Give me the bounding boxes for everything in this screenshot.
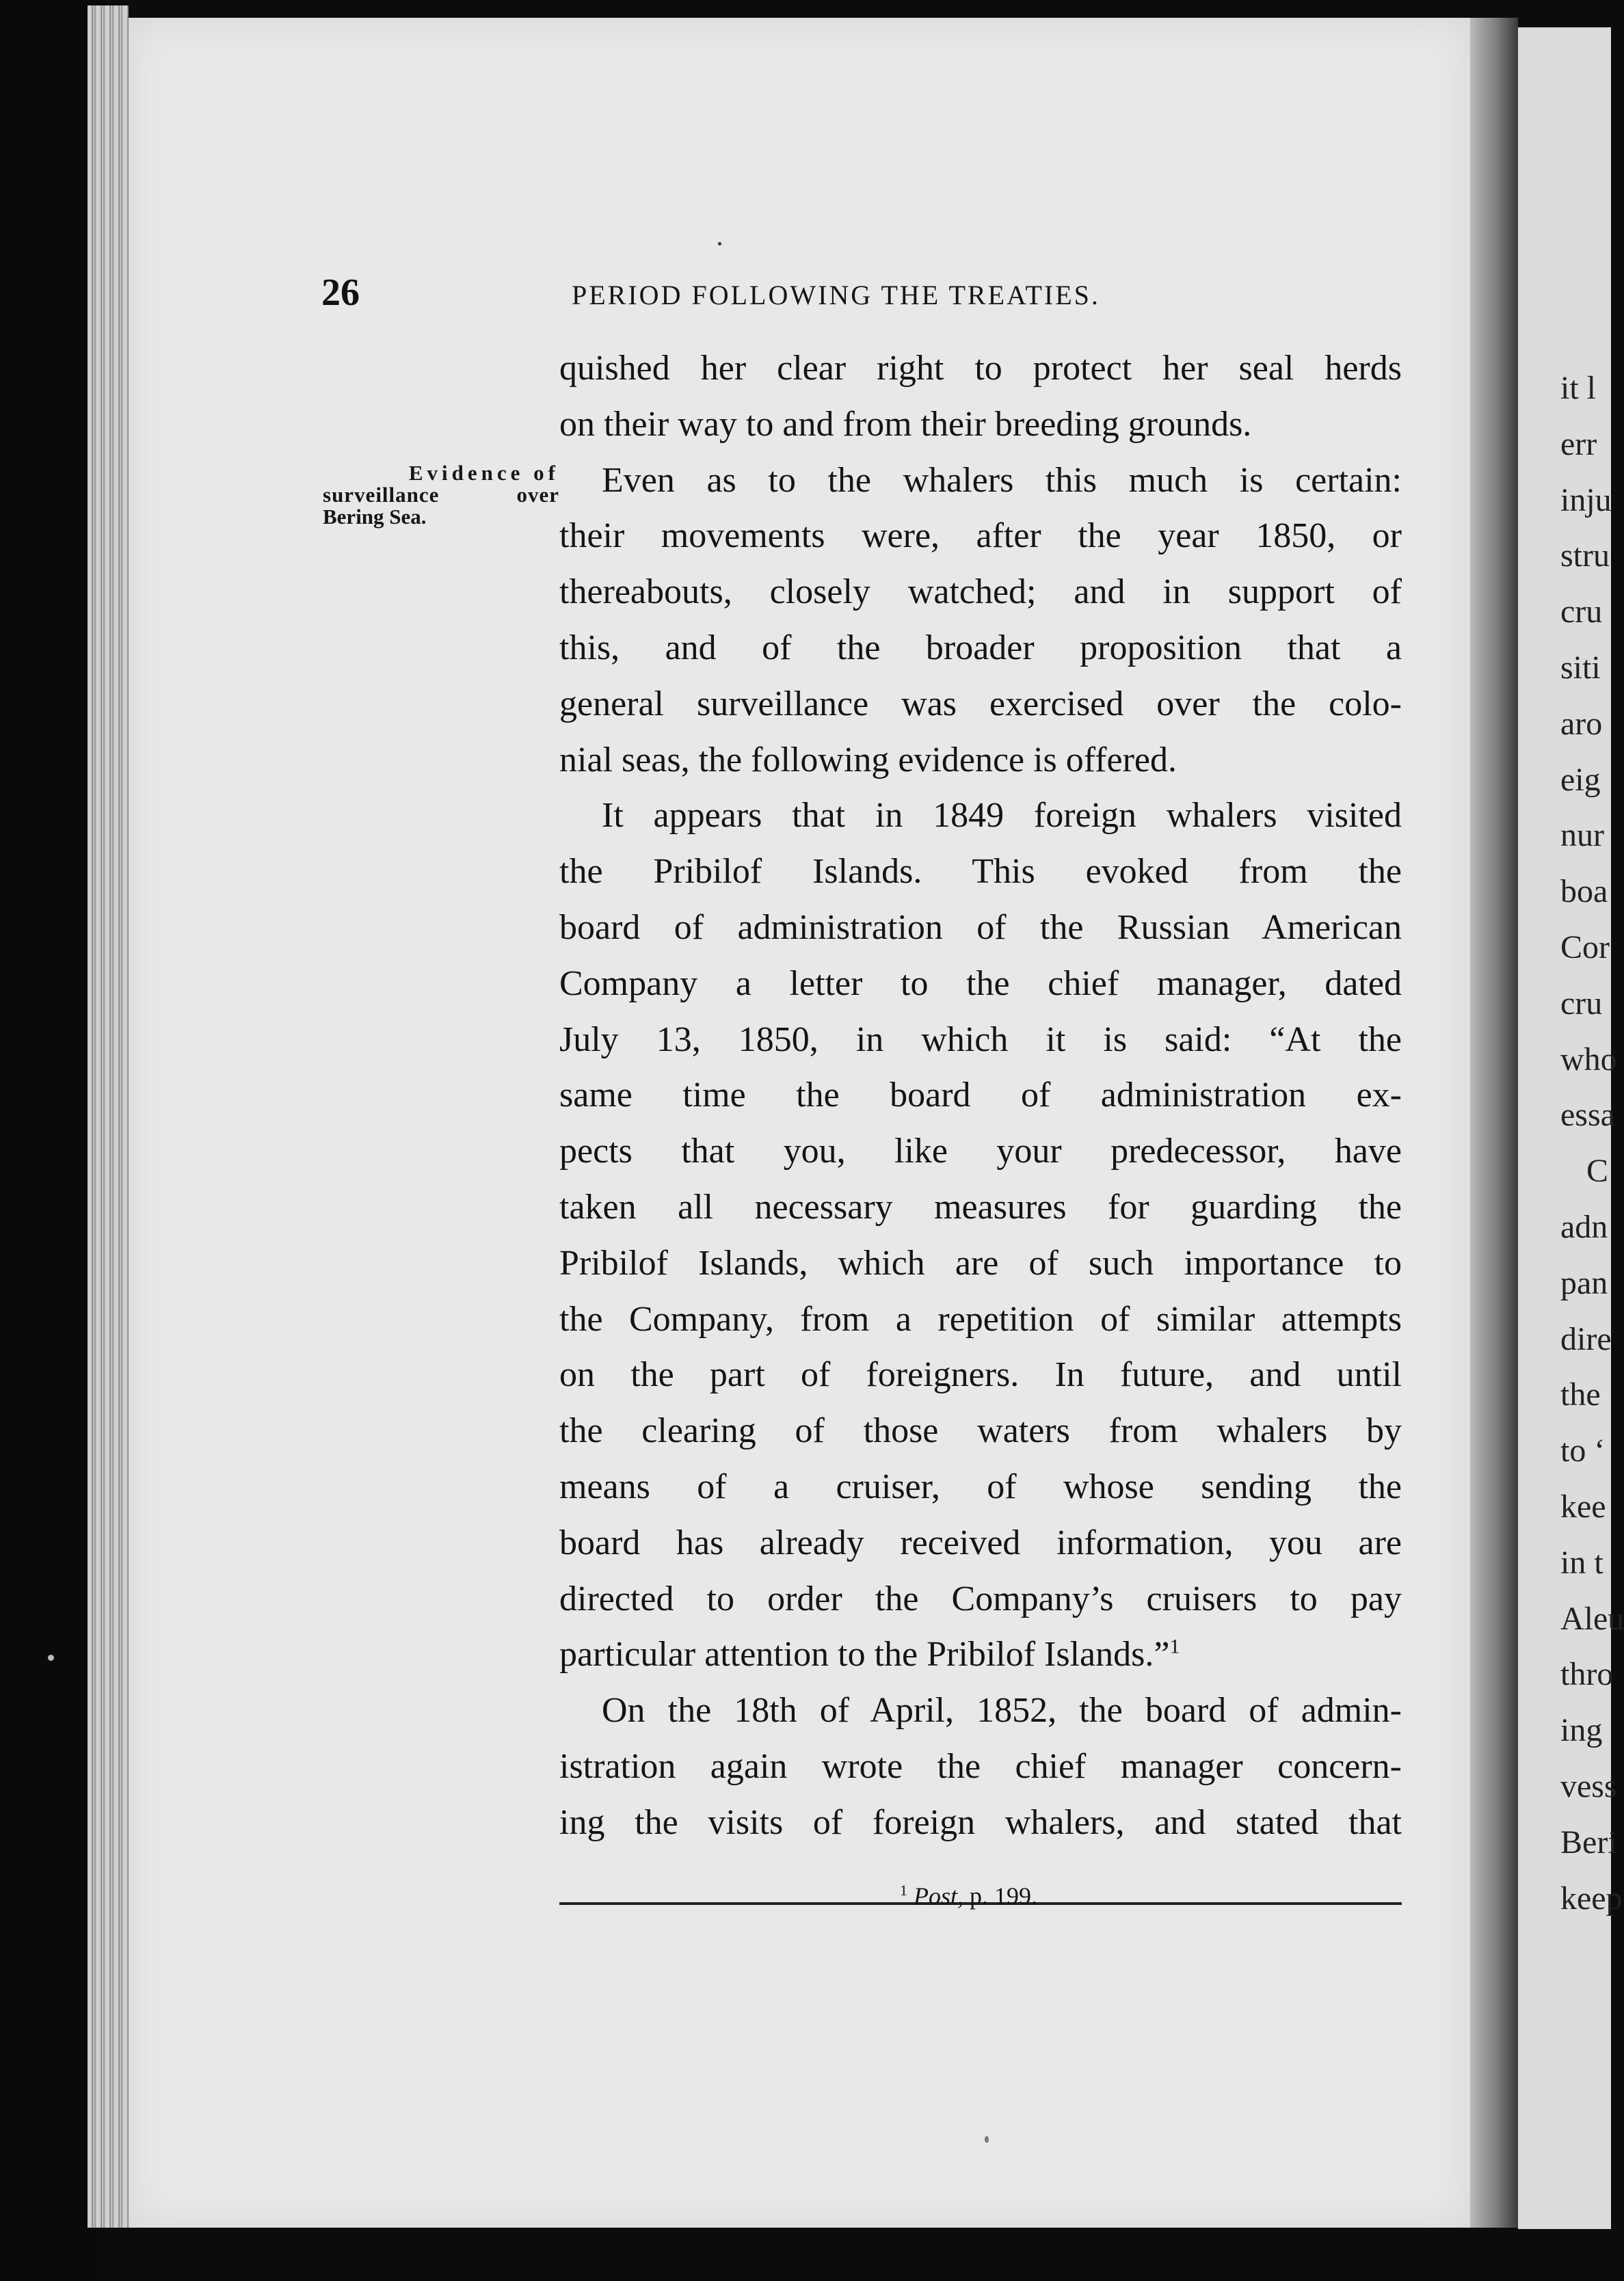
facing-page-fragment: dire	[1560, 1320, 1612, 1357]
facing-page-fragment: boa	[1560, 873, 1608, 910]
text-line: means of a cruiser, of whose sending the	[559, 1467, 1402, 1506]
text-line: taken all necessary measures for guarding the	[559, 1187, 1402, 1227]
gutter-shadow	[1470, 18, 1518, 2228]
margin-note-line: Evidence of	[408, 461, 559, 485]
text-line: this, and of the broader proposition that a	[559, 628, 1402, 667]
facing-page-fragment: the	[1560, 1376, 1601, 1413]
facing-page-fragment: vess	[1560, 1768, 1617, 1804]
text-line: on the part of foreigners. In future, and until	[559, 1355, 1402, 1395]
page-edges	[88, 5, 129, 2228]
facing-page-fragment: inju	[1560, 481, 1612, 518]
footnote-ref: Post,	[914, 1882, 964, 1910]
text-line: general surveillance was exercised over the colo-	[559, 684, 1402, 723]
facing-page-fragment: stru	[1560, 537, 1610, 574]
footnote-reference[interactable]: 1	[1169, 1636, 1180, 1658]
text-line: July 13, 1850, in which it is said: “At the	[559, 1019, 1402, 1059]
text-line: on their way to and from their breeding grounds.	[559, 404, 1252, 444]
facing-page-fragment: Beri	[1560, 1824, 1617, 1860]
paper-speck	[718, 242, 721, 245]
facing-page-fragment: in t	[1560, 1544, 1603, 1581]
text-line: thereabouts, closely watched; and in support of	[559, 572, 1402, 612]
facing-page-fragment: essa	[1560, 1097, 1615, 1134]
text-line: board has already received information, you are	[559, 1523, 1402, 1562]
text-line: their movements were, after the year 1850, or	[559, 516, 1402, 556]
body-text	[559, 341, 1402, 1851]
text-line: directed to order the Company’s cruisers to pay	[559, 1579, 1402, 1618]
text-line: ing the visits of foreign whalers, and stated that	[559, 1802, 1402, 1842]
facing-page-fragment: aro	[1560, 705, 1603, 742]
text-line	[559, 1627, 1402, 1683]
margin-note-line: Bering Sea.	[323, 505, 427, 529]
text-line: Pribilof Islands, which are of such importance to	[559, 1243, 1402, 1283]
facing-page-fragment: pan	[1560, 1264, 1608, 1301]
facing-page-fragment: C	[1586, 1153, 1609, 1190]
text-line: quished her clear right to protect her seal herds	[559, 349, 1402, 388]
facing-page-fragment: eig	[1560, 761, 1601, 798]
paper-speck	[48, 1655, 54, 1661]
facing-page-fragment: kee	[1560, 1489, 1606, 1525]
text-line: It appears that in 1849 foreign whalers visited	[602, 796, 1402, 836]
facing-page-fragment: err	[1560, 425, 1597, 462]
footnote-page: p. 199.	[970, 1882, 1038, 1910]
facing-page-fragment: keep	[1560, 1880, 1623, 1917]
text-line: pects that you, like your predecessor, have	[559, 1132, 1402, 1171]
text-line: board of administration of the Russian American	[559, 907, 1402, 947]
text-line: Company a letter to the chief manager, dated	[559, 963, 1402, 1003]
text-line: Even as to the whalers this much is certain:	[602, 460, 1402, 500]
text-line: the clearing of those waters from whalers by	[559, 1411, 1402, 1451]
facing-page-fragment: adn	[1560, 1209, 1608, 1245]
text-line: nial seas, the following evidence is offered.	[559, 740, 1177, 779]
running-head: PERIOD FOLLOWING THE TREATIES.	[572, 280, 1100, 310]
facing-page-fragment: cru	[1560, 593, 1603, 630]
facing-page-fragment: ing	[1560, 1712, 1603, 1749]
facing-page-fragment: Cor	[1560, 929, 1610, 965]
text-line: same time the board of administration ex-	[559, 1076, 1402, 1115]
text-line: istration again wrote the chief manager concern-	[559, 1746, 1402, 1786]
facing-page-fragment: Aleu	[1560, 1600, 1624, 1637]
facing-page	[1518, 27, 1624, 2229]
facing-page-fragment: siti	[1560, 650, 1601, 686]
text-line: On the 18th of April, 1852, the board of admin-	[602, 1691, 1402, 1731]
facing-page-fragment: nur	[1560, 817, 1604, 854]
page-number: 26	[321, 271, 360, 314]
text-line: the Company, from a repetition of similar attempts	[559, 1299, 1402, 1339]
text-line: the Pribilof Islands. This evoked from the	[559, 852, 1402, 892]
text-line-content: particular attention to the Pribilof Islands.”	[559, 1635, 1170, 1675]
facing-page-fragment: to ‘	[1560, 1432, 1606, 1469]
facing-page-fragment: cru	[1560, 985, 1603, 1022]
facing-page-fragment: thro	[1560, 1656, 1614, 1693]
margin-note-line: surveillance over	[323, 483, 559, 507]
footnote-marker: 1	[900, 1882, 907, 1899]
footnote	[900, 1882, 1037, 1910]
page-header	[321, 271, 1402, 319]
facing-page-fragment: it l	[1560, 370, 1597, 406]
margin-note	[323, 462, 559, 528]
paper-speck	[985, 2136, 989, 2143]
facing-page-fragment: who	[1560, 1041, 1617, 1078]
